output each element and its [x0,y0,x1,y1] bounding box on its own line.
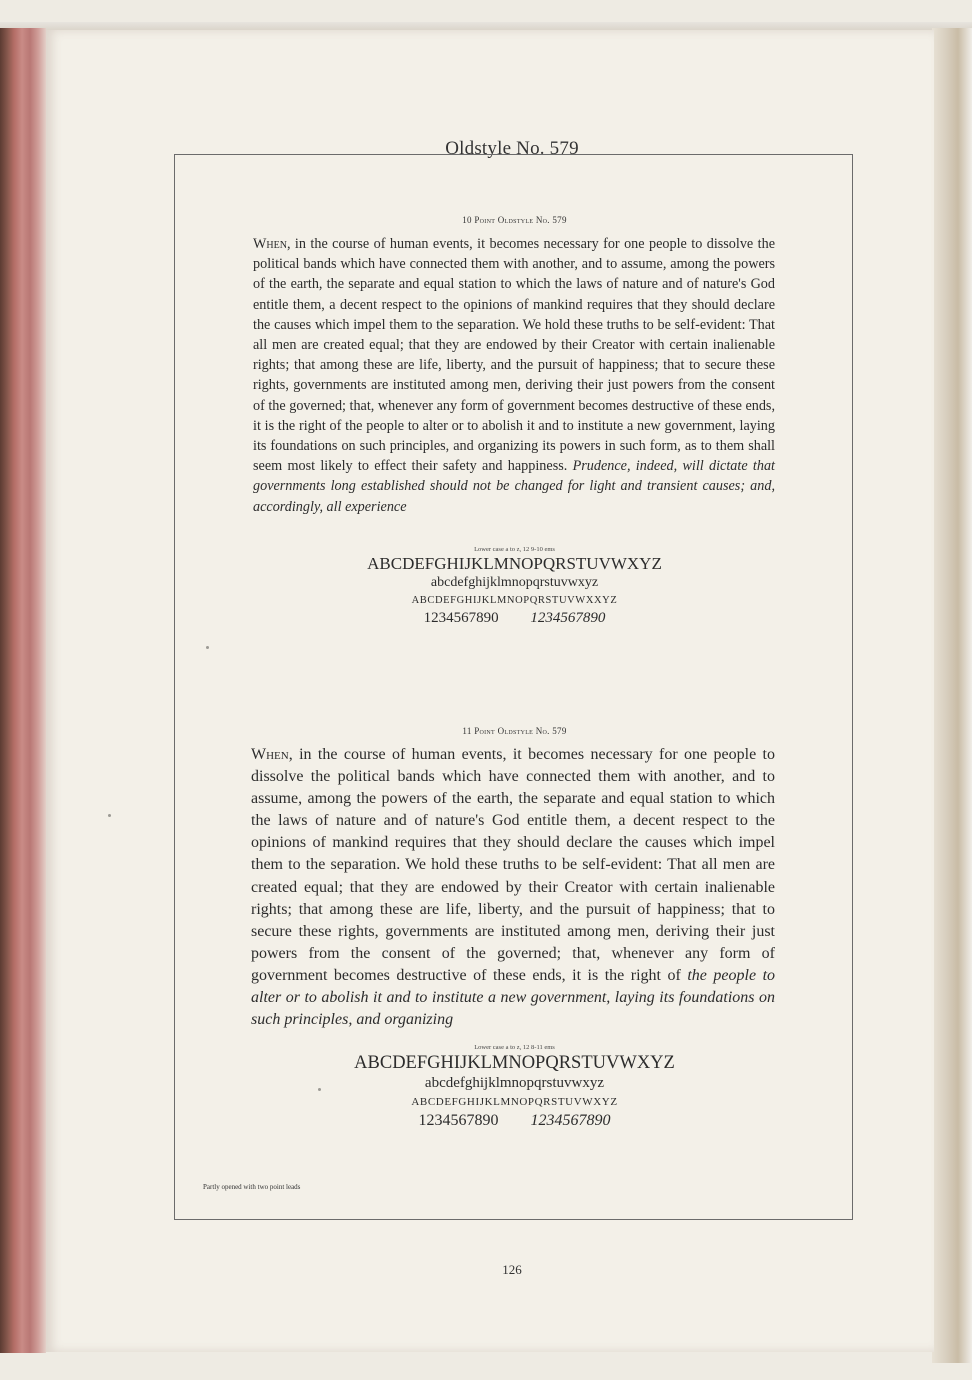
lead-word: When [253,236,287,252]
lower-case-note-11pt: Lower case a to z, 12 8-11 ems [474,1044,555,1051]
specimen-paragraph-10pt [253,234,775,517]
figures-italic: 1234567890 [530,610,606,626]
book-page [46,30,934,1352]
small-caps-alphabet-11pt: ABCDEFGHIJKLMNOPQRSTUVWXYZ [411,1096,618,1108]
specimen-body: , in the course of human events, it becomes necessary for one people to dissolve the political bands which have connected them with another, and to assume, among the powers of the earth, the separate and equal station to which the laws of nature and of nature's God entitle them, a decent respect to the opinions of mankind requires that they should declare the causes which impel them to the separation. We hold these truths to be self-evident: That all men are created equal; that they are endowed by their Creator with certain inalienable rights; that among these are life, liberty, and the pursuit of happiness; that to secure these rights, governments are instituted among men, deriving their just powers from the consent of the governed; that, whenever any form of government becomes destructive of these ends, it is the right of the people to alter or to abolish it and to institute a new government, laying its foundations on such principles, and organizing its powers in such form, as to them shall seem most likely to effect their safety and happiness. [253,236,776,475]
paper-speck [318,1088,321,1091]
figures-roman: 1234567890 [418,1112,499,1129]
specimen-paragraph-11pt [251,744,775,1031]
figures-line-11pt [175,1112,854,1130]
footnote: Partly opened with two point leads [203,1183,301,1191]
specimen-frame [174,154,853,1220]
book-page-edges-right [932,28,972,1363]
specimen-label-10pt: 10 Point Oldstyle No. 579 [462,215,567,225]
lead-word: When [251,746,289,763]
lowercase-alphabet-11pt: abcdefghijklmnopqrstuvwxyz [424,1075,605,1091]
specimen-body: , in the course of human events, it becomes necessary for one people to dissolve the political bands which have connected them with another, and to assume, among the powers of the earth, the separate and equal station to which the laws of nature and of nature's God entitle them, a decent respect to the opinions of mankind requires that they should declare the causes which impel them to the separation. We hold these truths to be self-evident: That all men are created equal; that they are endowed by their Creator with certain inalienable rights; that among these are life, liberty, and the pursuit of happiness; that to secure these rights, governments are instituted among men, deriving their just powers from the consent of the governed; that, whenever any form of government becomes destructive of these ends, it is the right of [251,746,775,984]
page-number: 126 [502,1262,522,1277]
paper-speck [108,814,111,817]
small-caps-alphabet-10pt: ABCDEFGHIJKLMNOPQRSTUVWXXYZ [411,595,618,606]
book-page-edges-left [0,28,46,1353]
paper-speck [206,646,209,649]
lower-case-note-10pt: Lower case a to z, 12 9-10 ems [474,546,555,553]
uppercase-alphabet-10pt: ABCDEFGHIJKLMNOPQRSTUVWXYZ [367,554,662,573]
specimen-italic: the people to alter or to abolish it and to institute a new government, laying its foundations on such principles, and organizing [251,966,776,1029]
figures-line-10pt [175,610,854,627]
uppercase-alphabet-11pt: ABCDEFGHIJKLMNOPQRSTUVWXYZ [354,1053,675,1073]
figures-italic: 1234567890 [530,1112,611,1129]
specimen-label-11pt: 11 Point Oldstyle No. 579 [462,726,567,736]
lowercase-alphabet-10pt: abcdefghijklmnopqrstuvwxyz [430,575,599,590]
specimen-italic: Prudence, indeed, will dictate that governments long established should not be changed for light and transient causes; and, accordingly, all experience [253,458,775,515]
page-heading: Oldstyle No. 579 [445,138,579,159]
figures-roman: 1234567890 [423,610,499,626]
